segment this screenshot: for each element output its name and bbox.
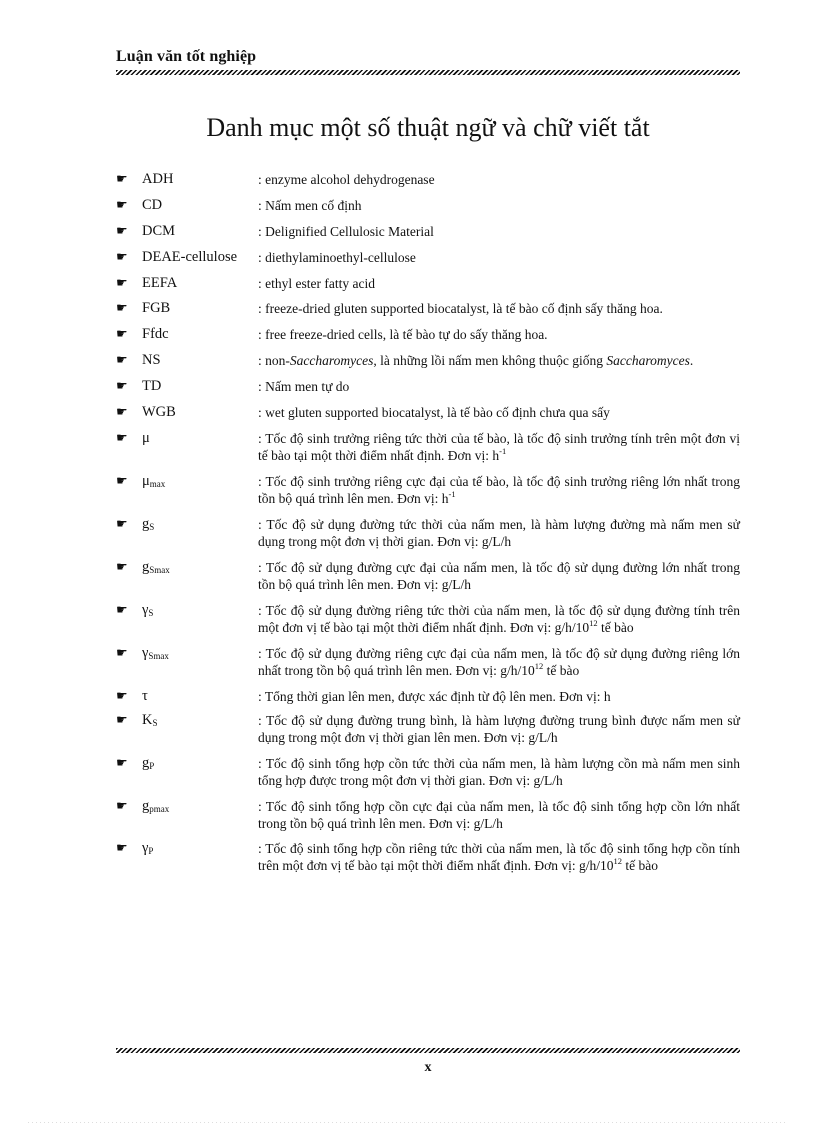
abbreviation-term [142, 300, 258, 317]
list-item [116, 223, 740, 240]
hand-pointing-right-icon: ☛ [116, 646, 128, 661]
abbreviation-definition [258, 249, 740, 266]
hand-pointing-right-icon: ☛ [116, 353, 128, 368]
definition-text: : enzyme alcohol dehydrogenase [258, 172, 435, 187]
list-item [116, 197, 740, 214]
definition-text: : ethyl ester fatty acid [258, 276, 375, 291]
term-symbol: DEAE-cellulose [142, 249, 238, 265]
list-item [116, 352, 740, 369]
definition-text: tế bào [597, 620, 634, 635]
definition-text: : Delignified Cellulosic Material [258, 224, 434, 239]
term-symbol: γ [142, 645, 149, 661]
unit-superscript: 12 [613, 856, 623, 866]
definition-text: : Tốc độ sử dụng đường trung bình, là hàm lượng đường trung bình được nấm men sử dụng trong một đơn vị thời gian lên men. Đơn vị: g/L/h [258, 713, 740, 745]
definition-text: : Tổng thời gian lên men, được xác định từ độ lên men. Đơn vị: h [258, 689, 611, 704]
term-subscript: Smax [149, 565, 170, 575]
hand-pointing-right-icon: ☛ [116, 379, 128, 394]
list-item [116, 712, 740, 746]
abbreviation-definition [258, 516, 740, 550]
term-subscript: Smax [148, 651, 169, 661]
list-item [116, 840, 740, 874]
abbreviation-definition [258, 430, 740, 464]
abbreviation-definition [258, 645, 740, 679]
abbreviation-definition [258, 602, 740, 636]
term-symbol: τ [142, 688, 148, 704]
header-divider [116, 70, 740, 75]
list-item [116, 404, 740, 421]
list-item [116, 326, 740, 343]
hand-pointing-right-icon: ☛ [116, 276, 128, 291]
abbreviation-term [142, 840, 258, 860]
abbreviation-definition [258, 688, 740, 705]
list-item [116, 688, 740, 705]
hand-pointing-right-icon: ☛ [116, 431, 128, 446]
abbreviation-definition [258, 755, 740, 789]
hand-pointing-right-icon: ☛ [116, 198, 128, 213]
definition-text: : diethylaminoethyl-cellulose [258, 250, 416, 265]
abbreviation-definition [258, 223, 740, 240]
definition-italic-text: Saccharomyces [289, 353, 374, 368]
abbreviation-definition [258, 275, 740, 292]
term-symbol: TD [142, 378, 162, 394]
abbreviation-term [142, 197, 258, 214]
hand-pointing-right-icon: ☛ [116, 224, 128, 239]
abbreviation-definition [258, 171, 740, 188]
definition-text: : Tốc độ sinh trưởng riêng cực đại của tế bào, là tốc độ sinh trưởng riêng lớn nhất trong tồn bộ quá trình lên men. Đơn vị: h [258, 474, 740, 506]
hand-pointing-right-icon: ☛ [116, 474, 128, 489]
unit-superscript: 12 [589, 618, 598, 628]
list-item [116, 755, 740, 789]
abbreviation-term [142, 430, 258, 447]
hand-pointing-right-icon: ☛ [116, 517, 128, 532]
footer-divider [116, 1048, 740, 1053]
hand-pointing-right-icon: ☛ [116, 560, 128, 575]
abbreviation-term [142, 275, 258, 292]
running-header: Luận văn tốt nghiệp [116, 48, 257, 65]
abbreviation-definition [258, 352, 740, 369]
term-symbol: K [142, 712, 153, 728]
abbreviation-list [116, 171, 740, 882]
abbreviation-term [142, 352, 258, 369]
term-symbol: EEFA [142, 275, 178, 291]
hand-pointing-right-icon: ☛ [116, 756, 128, 771]
term-symbol: μ [142, 473, 150, 489]
list-item [116, 275, 740, 292]
term-symbol: CD [142, 197, 163, 213]
list-item [116, 602, 740, 636]
abbreviation-term [142, 755, 258, 775]
unit-superscript: -1 [448, 489, 456, 499]
hand-pointing-right-icon: ☛ [116, 799, 128, 814]
definition-text: tế bào [622, 858, 659, 873]
term-symbol: γ [142, 602, 149, 618]
abbreviation-term [142, 378, 258, 395]
definition-text: : Tốc độ sinh tổng hợp cồn cực đại của nấm men, là tốc độ sinh tổng hợp cồn lớn nhất trong tồn bộ quá trình lên men. Đơn vị: g/L/h [258, 799, 740, 831]
term-symbol: g [142, 516, 150, 532]
abbreviation-term [142, 171, 258, 188]
term-subscript: P [148, 846, 154, 856]
abbreviation-term [142, 473, 258, 493]
definition-text: : Tốc độ sử dụng đường cực đại của nấm men, là tốc độ sử dụng đường lớn nhất trong tồn bộ quá trình lên men. Đơn vị: g/L/h [258, 560, 740, 592]
list-item [116, 559, 740, 593]
hand-pointing-right-icon: ☛ [116, 327, 128, 342]
hand-pointing-right-icon: ☛ [116, 713, 128, 728]
abbreviation-definition [258, 712, 740, 746]
list-item [116, 473, 740, 507]
definition-text: : Nấm men cố định [258, 198, 362, 213]
hand-pointing-right-icon: ☛ [116, 603, 128, 618]
term-symbol: ADH [142, 171, 174, 187]
abbreviation-definition [258, 559, 740, 593]
term-symbol: WGB [142, 404, 176, 420]
term-symbol: DCM [142, 223, 176, 239]
abbreviation-term [142, 326, 258, 343]
term-subscript: S [148, 608, 154, 618]
abbreviation-term [142, 404, 258, 421]
abbreviation-term [142, 223, 258, 240]
term-symbol: g [142, 559, 150, 575]
hand-pointing-right-icon: ☛ [116, 689, 128, 704]
page-title: Danh mục một số thuật ngữ và chữ viết tắt [206, 113, 650, 142]
term-subscript: S [149, 522, 155, 532]
definition-text: : free freeze-dried cells, là tế bào tự do sấy thăng hoa. [258, 327, 548, 342]
term-symbol: g [142, 798, 150, 814]
list-item [116, 249, 740, 266]
term-symbol: μ [142, 430, 150, 446]
list-item [116, 378, 740, 395]
definition-text: : Tốc độ sử dụng đường riêng cực đại của nấm men, là tốc độ sử dụng đường riêng lớn nhất trong tồn bộ quá trình lên men. Đơn vị: g/h/10 [258, 646, 740, 678]
abbreviation-term [142, 645, 258, 665]
list-item [116, 798, 740, 832]
abbreviation-definition [258, 404, 740, 421]
term-subscript: S [152, 718, 158, 728]
abbreviation-term [142, 688, 258, 705]
list-item [116, 645, 740, 679]
definition-text: : freeze-dried gluten supported biocatalyst, là tế bào cố định sấy thăng hoa. [258, 301, 663, 316]
definition-italic-text: Saccharomyces [606, 353, 690, 368]
term-symbol: NS [142, 352, 161, 368]
list-item [116, 430, 740, 464]
definition-text: . [689, 353, 694, 368]
abbreviation-definition [258, 378, 740, 395]
definition-text: : Nấm men tự do [258, 379, 350, 394]
definition-text: : wet gluten supported biocatalyst, là tế bào cố định chưa qua sấy [258, 405, 610, 420]
abbreviation-term [142, 602, 258, 622]
page-number: x [424, 1060, 432, 1075]
list-item [116, 516, 740, 550]
term-subscript: P [149, 761, 155, 771]
definition-text: : Tốc độ sinh tổng hợp cồn riêng tức thời của nấm men, là tốc độ sinh tổng hợp cồn tính trên một đơn vị tế bào tại một thời điểm nhất định. Đơn vị: g/h/10 [258, 841, 740, 873]
hand-pointing-right-icon: ☛ [116, 250, 128, 265]
term-symbol: FGB [142, 300, 171, 316]
definition-text: : Tốc độ sử dụng đường riêng tức thời của nấm men, là tốc độ sử dụng đường tính trên một đơn vị tế bào tại một thời điểm nhất định. Đơn vị: g/h/10 [258, 603, 740, 635]
abbreviation-term [142, 249, 258, 266]
abbreviation-term [142, 559, 258, 579]
definition-text: , là những lồi nấm men không thuộc giống [373, 353, 607, 368]
definition-text: : non- [258, 353, 290, 368]
abbreviation-definition [258, 840, 740, 874]
term-symbol: g [142, 755, 150, 771]
abbreviation-term [142, 798, 258, 818]
abbreviation-definition [258, 326, 740, 343]
hand-pointing-right-icon: ☛ [116, 172, 128, 187]
abbreviation-term [142, 712, 258, 732]
definition-text: : Tốc độ sử dụng đường tức thời của nấm men, là hàm lượng đường mà nấm men sử dụng trong một đơn vị thời gian. Đơn vị: g/L/h [258, 517, 740, 549]
term-symbol: Ffdc [142, 326, 169, 342]
term-subscript: pmax [149, 804, 170, 814]
term-subscript: max [149, 479, 166, 489]
list-item [116, 300, 740, 317]
abbreviation-definition [258, 197, 740, 214]
unit-superscript: -1 [499, 446, 507, 456]
list-item [116, 171, 740, 188]
hand-pointing-right-icon: ☛ [116, 405, 128, 420]
abbreviation-definition [258, 473, 740, 507]
hand-pointing-right-icon: ☛ [116, 841, 128, 856]
definition-text: : Tốc độ sinh trưởng riêng tức thời của tế bào, là tốc độ sinh trưởng tính trên một đơn vị tế bào tại một thời điểm nhất định. Đơn vị: h [258, 431, 740, 463]
unit-superscript: 12 [534, 661, 544, 671]
term-symbol: γ [142, 840, 149, 856]
abbreviation-definition [258, 798, 740, 832]
abbreviation-term [142, 516, 258, 536]
abbreviation-definition [258, 300, 740, 317]
definition-text: : Tốc độ sinh tổng hợp cồn tức thời của nấm men, là hàm lượng cồn mà nấm men sinh tổng hợp được trong một đơn vị thời gian. Đơn vị: g/L/h [258, 756, 740, 788]
hand-pointing-right-icon: ☛ [116, 301, 128, 316]
definition-text: tế bào [543, 663, 580, 678]
